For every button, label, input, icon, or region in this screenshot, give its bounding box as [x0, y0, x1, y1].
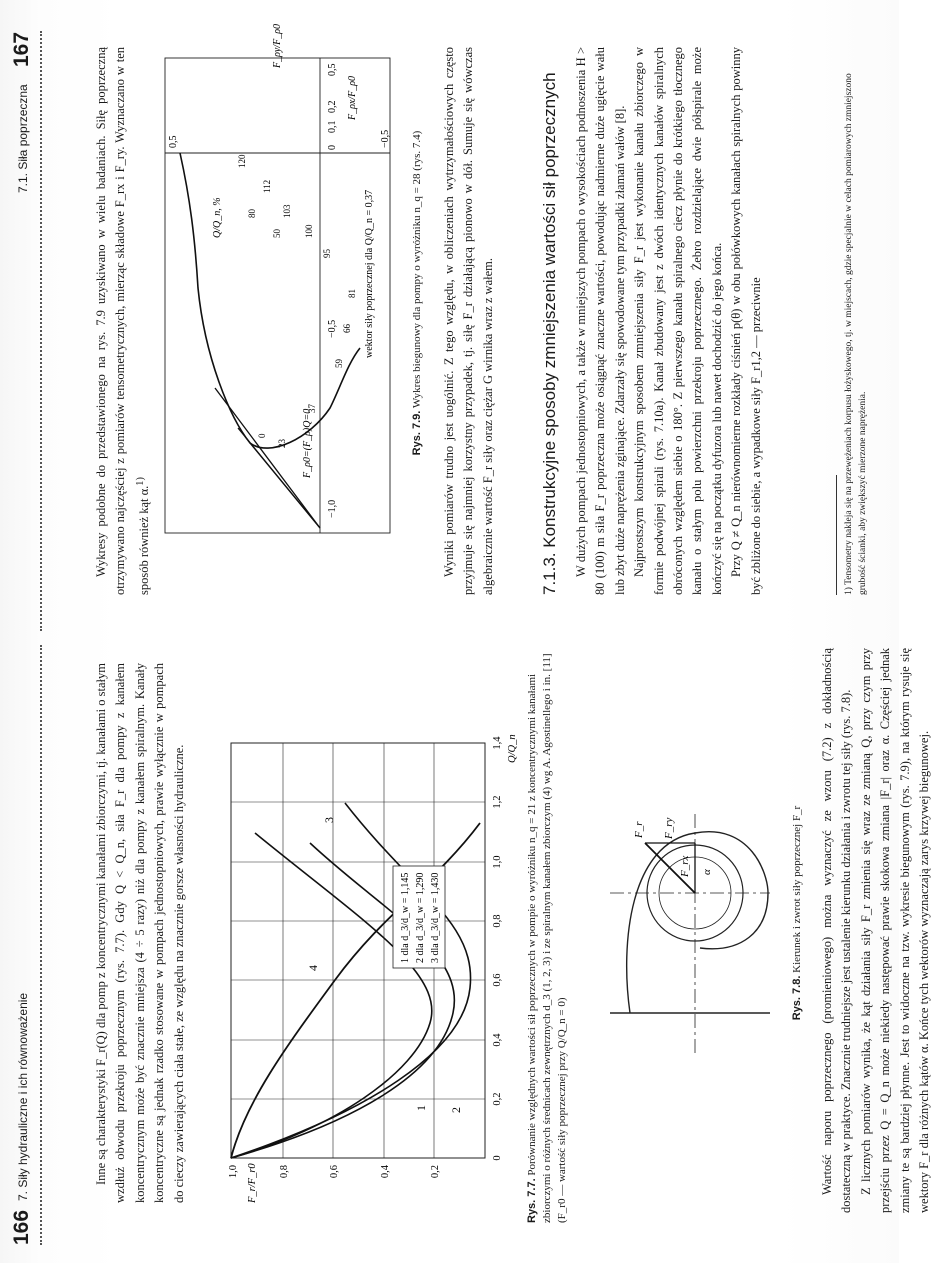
x-axis-label: Q/Q_n	[507, 734, 518, 763]
y-tick-1-0: 1,0	[228, 1165, 239, 1179]
y-tick-0-4: 0,4	[380, 1165, 391, 1179]
vector-label: wektor siły poprzecznej dla Q/Q_n = 0,37	[364, 189, 375, 358]
svg-text:95: 95	[322, 249, 332, 258]
header-rule-left	[40, 645, 42, 1245]
footnote: 1) Tensometry nakleja się na przewężeniach korpusu łożyskowego, tj. w miejscach, gdzie specjalnie w celach pomiarowych zmniejszono grubość ścianki, aby zwiększyć mierzone naprężenia.	[844, 73, 868, 595]
svg-text:120: 120	[237, 154, 247, 168]
svg-text:66: 66	[342, 324, 352, 333]
curve-3	[231, 803, 471, 1158]
x-tick-0-8: 0,8	[492, 914, 503, 928]
y-tick-0-6: 0,6	[329, 1165, 340, 1179]
label-Frx: F_rx	[679, 855, 691, 877]
svg-text:0: 0	[257, 433, 267, 438]
svg-text:80: 80	[247, 209, 257, 218]
left-body-text: Wartość naporu poprzecznego (promieniowego) można wyznaczyć ze wzoru (7.2) z dokładnością dostateczną w praktyce. Znacznie trudniejsze jest ustalenie kierunku działania i zwrotu tej siły (rys. 7.8). Z licznych pomiarów wynika, że kąt działania siły F_r zmienia się wraz ze zmianą Q, przy czym przy przejściu przez Q = Q_n może niekiedy następować prawie skokowa zmiana |F_r| oraz α. Częściej jednak zmiany te są bardziej płynne. Jest to widoczne na tzw. wykresie biegunowym (rys. 7.9), na którym rysuje się wektory F_r dla różnych kątów α. Końce tych wektorów wyznaczają zarys krzywej biegunowej.	[820, 648, 932, 1213]
x-tick-0-6: 0,6	[492, 973, 503, 987]
label-Fry: F_ry	[663, 817, 675, 839]
page-number-right: 167	[10, 31, 33, 67]
svg-text:59: 59	[334, 359, 344, 368]
x-tick-02: 0,2	[327, 100, 338, 113]
label-Fr: F_r	[633, 821, 645, 838]
section-heading-7-1-3: 7.1.3. Konstrukcyjne sposoby zmniejszenia wartości sił poprzecznych	[540, 72, 559, 595]
curve-label-3: 3	[322, 817, 336, 823]
figure-7-8-caption: Rys. 7.8. Kierunek i zwrot siły poprzecznej F_r	[791, 805, 803, 1021]
right-body-text-1: Wyniki pomiarów trudno jest uogólnić. Z tego względu, w obliczeniach wytrzymałościowych często przyjmuje się najmniej korzystny przypadek, tj. siłę F_r działającą pionowo w dół. Sumuje się wówczas algebraicznie wartość F_r siły oraz ciężar G wirnika wraz z wałem.	[442, 47, 495, 595]
ref-label: F_ρ0=(F_ρ)Q=0	[302, 408, 313, 478]
header-rule-right	[40, 31, 42, 631]
label-alpha: α	[701, 869, 713, 875]
running-head-right: 7.1. Siła poprzeczna	[16, 84, 30, 193]
figure-7-9-caption: Rys. 7.9. Wykres biegunowy dla pompy o wyróżniku n_q = 28 (rys. 7.4)	[411, 130, 423, 456]
legend-item-2: 2 dla d_3/d_w = 1,290	[415, 872, 426, 963]
svg-text:112: 112	[262, 179, 272, 193]
x-tick-1-4: 1,4	[492, 736, 503, 750]
svg-text:50: 50	[272, 229, 282, 238]
x-tick-0-2: 0,2	[492, 1092, 503, 1106]
legend-item-3: 3 dla d_3/d_w = 1,430	[430, 872, 441, 963]
figure-7-8-diagram	[590, 753, 775, 1113]
left-intro-paragraph: Inne są charakterystyki F_r(Q) dla pomp z koncentrycznymi kanałami zbiorczymi, tj. kanałami o stałym wzdłuż obwodu przekroju poprzecznym (rys. 7.7). Gdy Q < Q_n, siła F_r dla pompy z kanałem koncentrycznym może być znacznie mniejsza (4 ÷ 5 razy) niż dla pompy z kanałem spiralnym. Kanały koncentryczne są jednak rzadko stosowane w pompach jednostopniowych, prawie wyłącznie w pompach do cieczy zawierających ciała stałe, ze względu na znacznie gorsze własności hydrauliczne.	[94, 663, 186, 1203]
footnote-rule	[836, 475, 837, 595]
x-tick-neg-1: −1,0	[327, 499, 338, 518]
right-body-text-2: W dużych pompach jednostopniowych, a także w mniejszych pompach o wysokościach podnoszenia H > 80 (100) m siła F_r poprzeczna może osiągnąć znaczne wartości, powodując nadmierne duże ugięcie wału lub zbyt duże naprężenia zginające. Zdarzały się spowodowane tym przypadki złamań wałów [8]. Najprostszym konstrukcyjnym sposobem zmniejszenia siły F_r jest wykonanie kanału zbiorczego w formie podwójnej spirali (rys. 7.10a). Kanał zbudowany jest z dwóch identycznych kanałów spiralnych obróconych względem siebie o 180°. Z pierwszego kanału spiralnego ciecz płynie do krótkiego tłocznego kanału o stałym polu powierzchni przekroju poprzecznego. Żebro rozdzielające dwie półspirale może kończyć się na początku dyfuzora lub nawet dochodzić do jego końca. Przy Q ≠ Q_n nierównomierne rozkłady ciśnień p(θ) w obu połówkowych kanałach spiralnych powinny być zbliżone do siebie, a wypadkowe siły F_r1,2 — przeciwnie	[574, 47, 763, 595]
legend-item-1: 1 dla d_3/d_w = 1,145	[400, 872, 411, 963]
running-head-left: 7. Siły hydrauliczne i ich równoważenie	[16, 992, 30, 1201]
x-tick-1-0: 1,0	[492, 855, 503, 869]
y-tick-pos: 0,5	[168, 135, 179, 148]
figure-7-9-polar-chart	[160, 23, 395, 538]
x-tick-neg-05: −0,5	[327, 319, 338, 338]
axis-label-x: F_ρx/F_ρ0	[347, 75, 358, 120]
y-axis-label: F_r/F_r0	[247, 1163, 258, 1203]
right-intro-paragraph: Wykresy podobne do przedstawionego na rys. 7.9 uzyskiwano w wielu badaniach. Siłę poprzeczną otrzymywano najczęściej z pomiarów tensometrycznych, mierząc składowe F_rx i F_ry. Wyznaczano w ten sposób również kąt α.$^{1)}$	[94, 47, 151, 595]
qqn-label: Q/Q_n, %	[212, 197, 223, 238]
x-tick-01: 0,1	[327, 120, 338, 133]
x-tick-05: 0,5	[327, 63, 338, 76]
svg-text:81: 81	[347, 289, 357, 298]
svg-text:23: 23	[277, 439, 287, 448]
x-tick-0: 0	[492, 1155, 503, 1161]
svg-text:103: 103	[282, 204, 292, 218]
x-tick-0: 0	[327, 145, 338, 150]
figure-7-7-caption: Rys. 7.7. Porównanie względnych wartości sił poprzecznych w pompie o wyróżniku n_q = 21 z koncentrycznymi kanałami zbiorczymi o różnych średnicach zewnętrznych d_3 (1, 2, 3) i ze spiralnym kanałem zbiorczym (4) wg A. Agostinellego i in. [11] (F_r0 — wartość siły poprzecznej przy Q/Q_n = 0)	[526, 653, 568, 1223]
figure-7-7-chart	[215, 643, 520, 1223]
x-tick-0-4: 0,4	[492, 1033, 503, 1047]
svg-text:37: 37	[307, 404, 317, 413]
y-tick-0-8: 0,8	[279, 1165, 290, 1179]
curve-label-4: 4	[306, 965, 320, 971]
curve-label-1: 1	[414, 1105, 428, 1111]
axis-label-y: F_ρy/F_ρ0	[272, 23, 283, 68]
y-tick-neg: −0,5	[380, 129, 391, 148]
curve-label-2: 2	[449, 1107, 463, 1113]
page-number-left: 166	[10, 1209, 33, 1245]
svg-text:100: 100	[304, 224, 314, 238]
y-tick-0-2: 0,2	[430, 1165, 441, 1179]
x-tick-1-2: 1,2	[492, 795, 503, 809]
